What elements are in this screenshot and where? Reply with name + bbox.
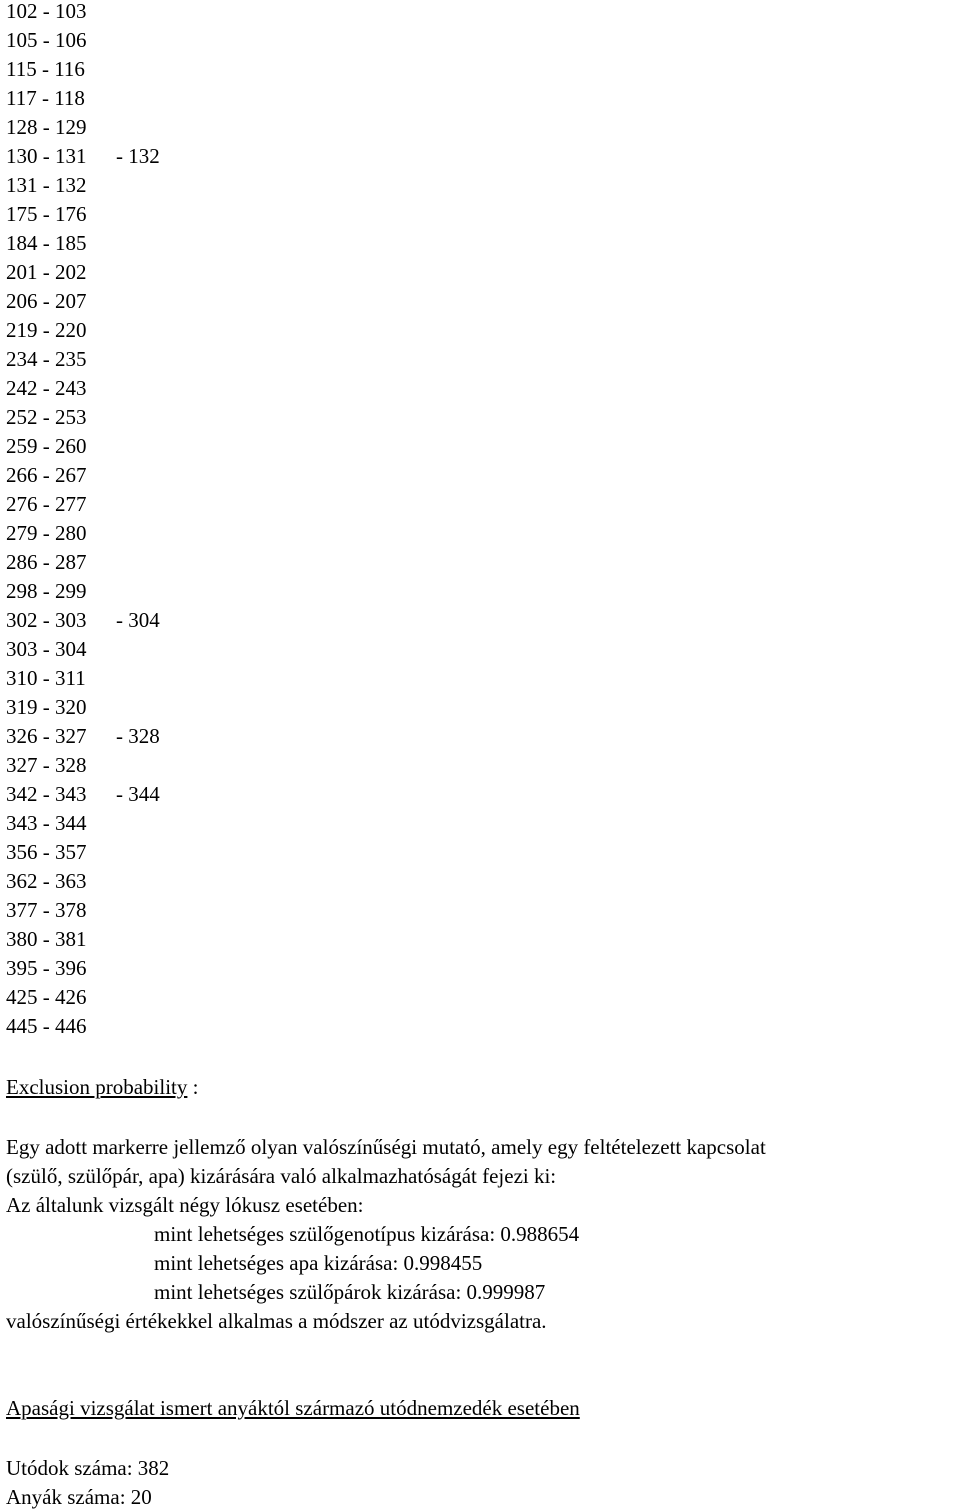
range-row	[6, 435, 956, 464]
range-row	[6, 406, 956, 435]
sample-stats	[6, 1454, 169, 1512]
paternity-section-heading	[6, 1396, 580, 1420]
range-main: 377 - 378	[6, 898, 87, 922]
exclusion-paragraph	[6, 1133, 958, 1336]
mother-count: Anyák száma: 20	[6, 1485, 152, 1509]
range-row	[6, 58, 956, 87]
range-main: 115 - 116	[6, 57, 85, 81]
range-row	[6, 232, 956, 261]
paragraph-line: Az általunk vizsgált négy lókusz esetében:	[6, 1193, 364, 1217]
range-main: 184 - 185	[6, 231, 87, 255]
range-main: 242 - 243	[6, 376, 87, 400]
range-row	[6, 1015, 956, 1044]
range-row	[6, 87, 956, 116]
range-row	[6, 638, 956, 667]
range-main: 201 - 202	[6, 260, 87, 284]
paragraph-line: (szülő, szülőpár, apa) kizárására való alkalmazhatóságát fejezi ki:	[6, 1164, 557, 1188]
range-row	[6, 0, 956, 29]
range-row	[6, 29, 956, 58]
range-main: 175 - 176	[6, 202, 87, 226]
range-row	[6, 696, 956, 725]
heading-colon: :	[187, 1075, 199, 1099]
range-row	[6, 145, 956, 174]
range-main: 395 - 396	[6, 956, 87, 980]
range-row	[6, 174, 956, 203]
range-row	[6, 551, 956, 580]
range-row	[6, 609, 956, 638]
range-row	[6, 754, 956, 783]
range-row	[6, 783, 956, 812]
range-main: 130 - 131	[6, 144, 87, 168]
document	[6, 0, 956, 1509]
range-row	[6, 348, 956, 377]
range-extra: - 328	[116, 724, 160, 748]
paragraph-line: Egy adott markerre jellemző olyan valószínűségi mutató, amely egy feltételezett kapcsolat	[6, 1135, 766, 1159]
range-main: 252 - 253	[6, 405, 87, 429]
range-main: 219 - 220	[6, 318, 87, 342]
range-row	[6, 261, 956, 290]
range-row	[6, 812, 956, 841]
range-main: 279 - 280	[6, 521, 87, 545]
range-main: 362 - 363	[6, 869, 87, 893]
range-main: 310 - 311	[6, 666, 86, 690]
range-main: 234 - 235	[6, 347, 87, 371]
range-row	[6, 377, 956, 406]
range-main: 327 - 328	[6, 753, 87, 777]
exclusion-probability-heading	[6, 1075, 199, 1099]
range-row	[6, 319, 956, 348]
exclusion-value-parent-pairs: mint lehetséges szülőpárok kizárása: 0.999987	[154, 1280, 546, 1304]
range-main: 102 - 103	[6, 0, 87, 23]
range-extra: - 304	[116, 608, 160, 632]
range-main: 302 - 303	[6, 608, 87, 632]
range-extra: - 344	[116, 782, 160, 806]
range-row	[6, 464, 956, 493]
range-main: 276 - 277	[6, 492, 87, 516]
range-row	[6, 870, 956, 899]
range-main: 266 - 267	[6, 463, 87, 487]
range-main: 380 - 381	[6, 927, 87, 951]
range-main: 128 - 129	[6, 115, 87, 139]
range-main: 286 - 287	[6, 550, 87, 574]
range-row	[6, 203, 956, 232]
range-main: 319 - 320	[6, 695, 87, 719]
paternity-section-title: Apasági vizsgálat ismert anyáktól származó utódnemzedék esetében	[6, 1396, 580, 1420]
range-row	[6, 290, 956, 319]
exclusion-value-father: mint lehetséges apa kizárása: 0.998455	[154, 1251, 483, 1275]
range-row	[6, 725, 956, 754]
range-main: 105 - 106	[6, 28, 87, 52]
range-main: 259 - 260	[6, 434, 87, 458]
range-row	[6, 841, 956, 870]
range-main: 326 - 327	[6, 724, 87, 748]
range-row	[6, 116, 956, 145]
range-row	[6, 522, 956, 551]
range-row	[6, 667, 956, 696]
range-row	[6, 928, 956, 957]
range-main: 445 - 446	[6, 1014, 87, 1038]
range-extra: - 132	[116, 144, 160, 168]
exclusion-probability-title: Exclusion probability	[6, 1075, 188, 1099]
range-row	[6, 986, 956, 1015]
paragraph-line: valószínűségi értékekkel alkalmas a módszer az utódvizsgálatra.	[6, 1309, 547, 1333]
range-main: 425 - 426	[6, 985, 87, 1009]
range-main: 117 - 118	[6, 86, 85, 110]
range-row	[6, 957, 956, 986]
range-main: 356 - 357	[6, 840, 87, 864]
allele-range-list	[6, 0, 956, 1044]
range-row	[6, 580, 956, 609]
range-row	[6, 899, 956, 928]
range-main: 342 - 343	[6, 782, 87, 806]
range-main: 131 - 132	[6, 173, 87, 197]
range-main: 343 - 344	[6, 811, 87, 835]
range-main: 206 - 207	[6, 289, 87, 313]
exclusion-value-parent-genotype: mint lehetséges szülőgenotípus kizárása: 0.988654	[154, 1222, 580, 1246]
range-row	[6, 493, 956, 522]
range-main: 298 - 299	[6, 579, 87, 603]
range-main: 303 - 304	[6, 637, 87, 661]
offspring-count: Utódok száma: 382	[6, 1456, 170, 1480]
